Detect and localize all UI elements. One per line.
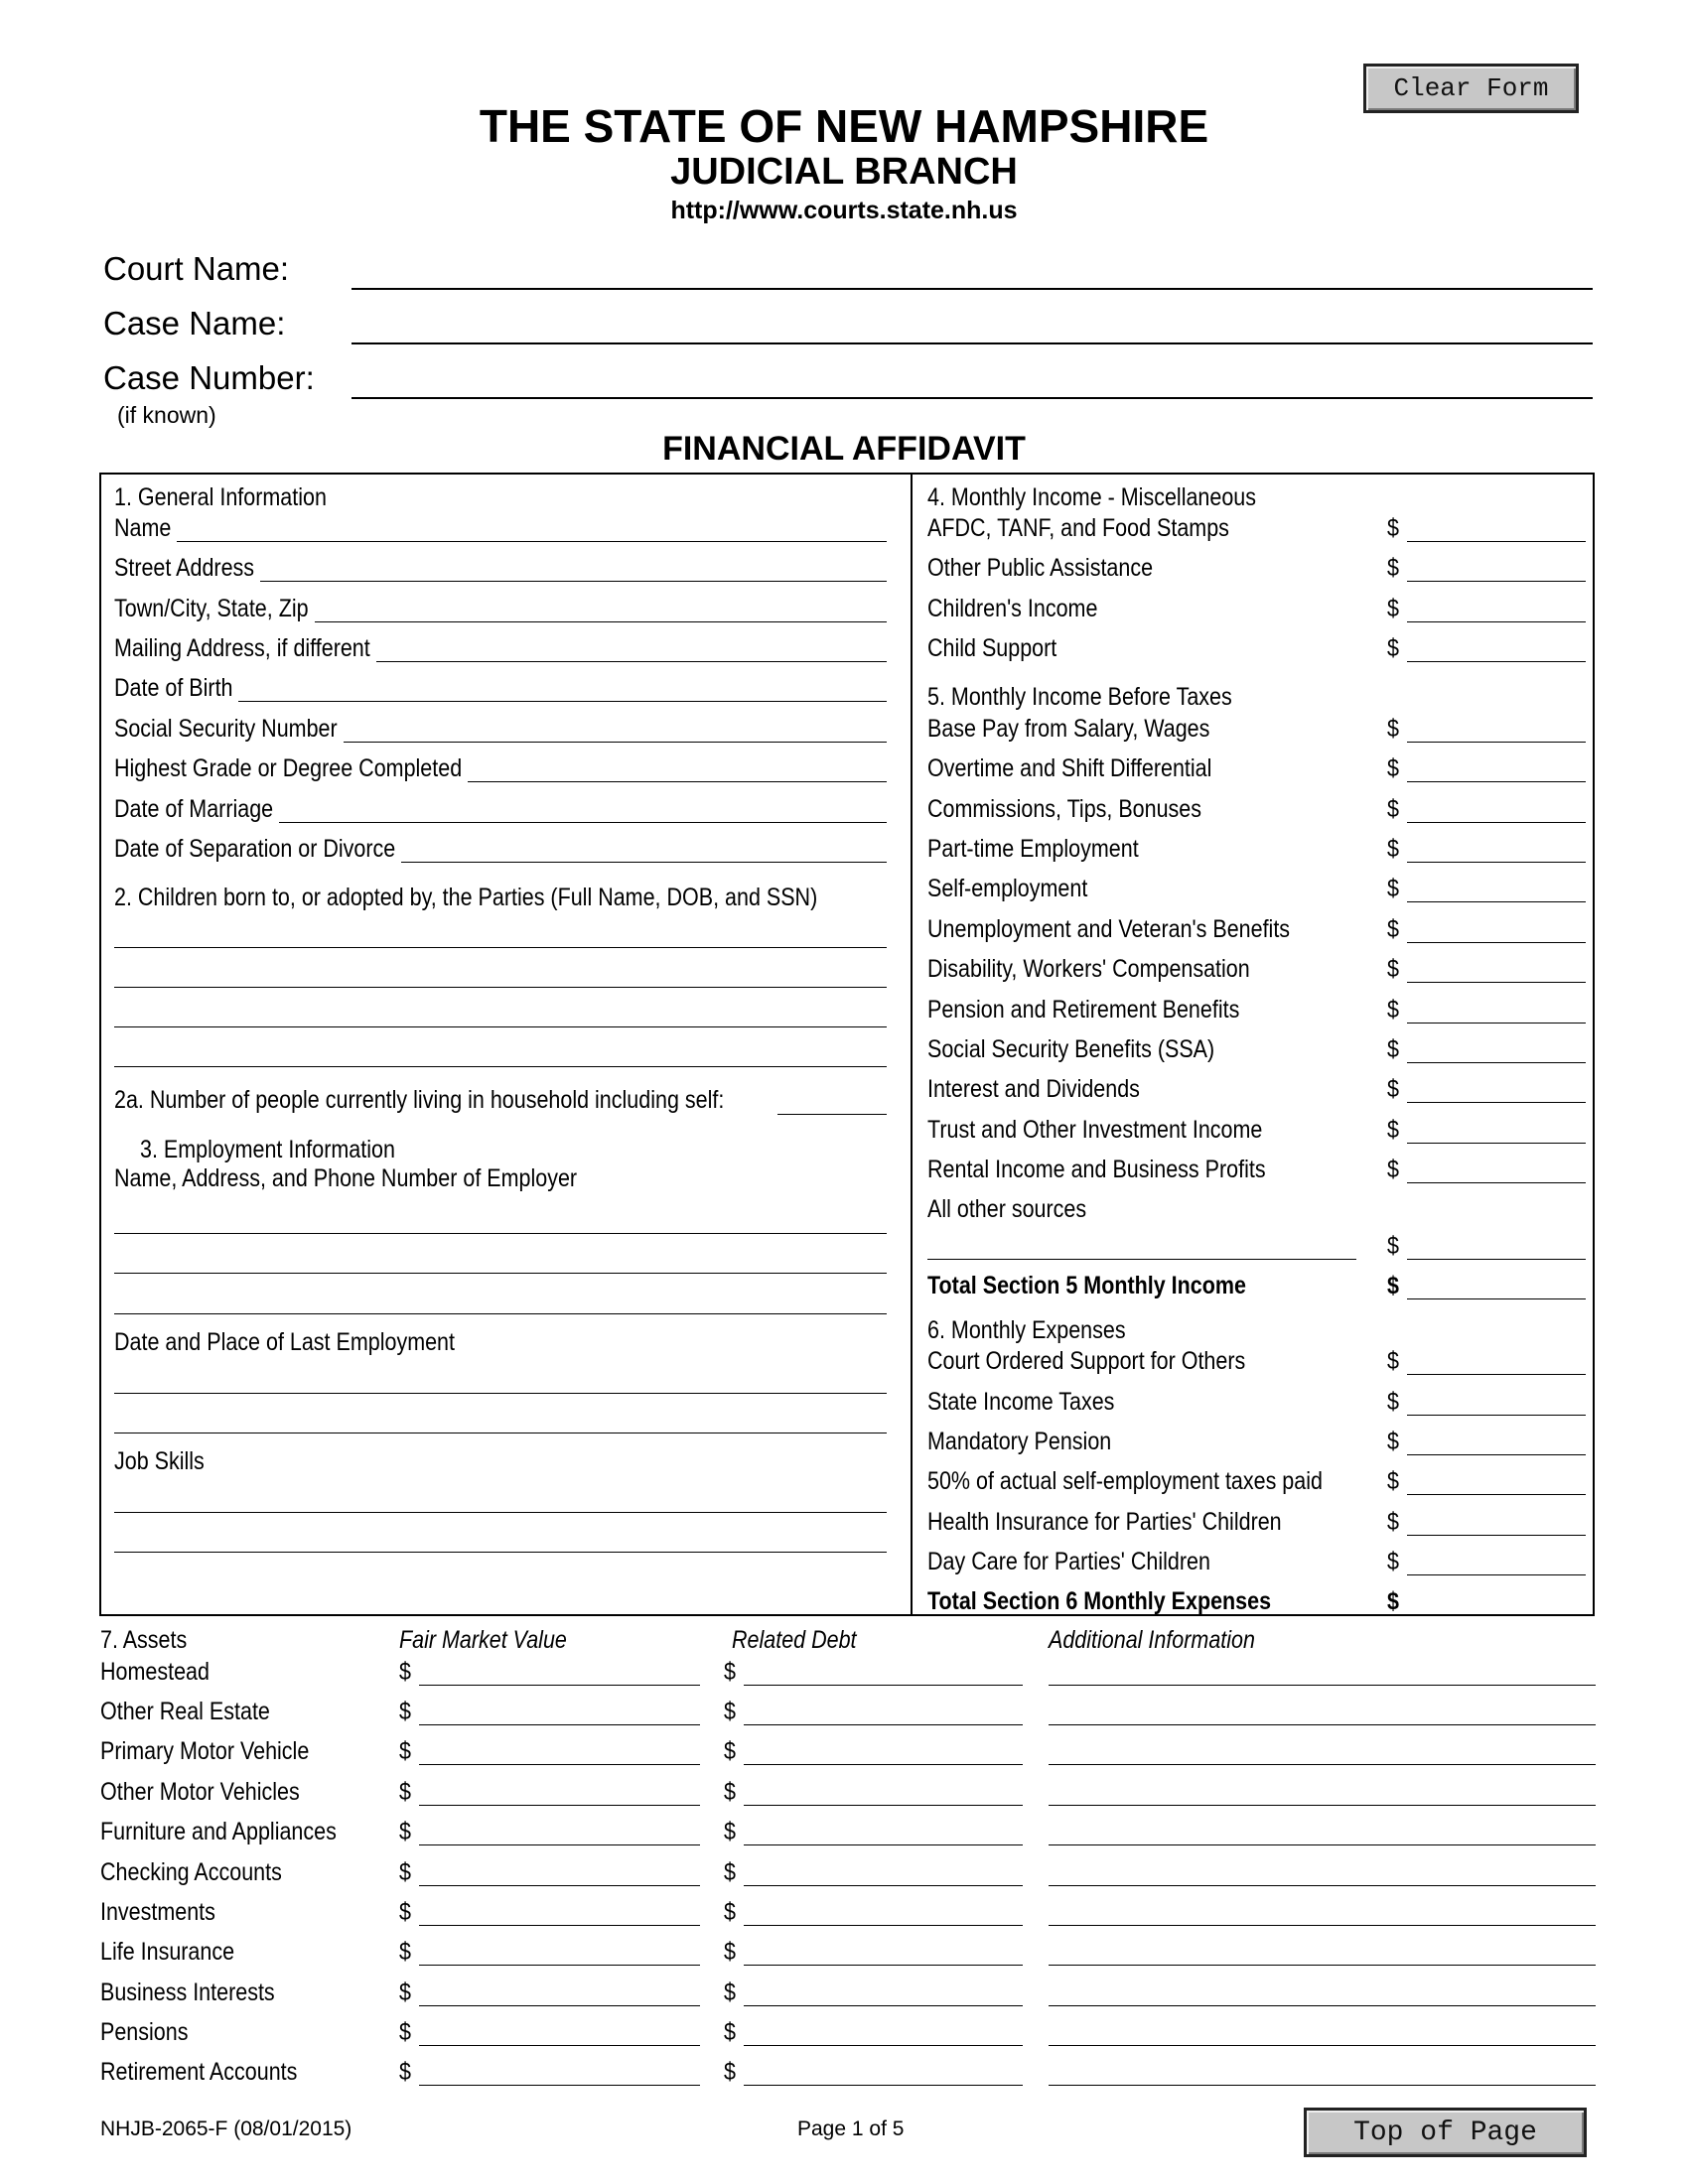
asset-debt-field-other-real-estate[interactable] bbox=[744, 1724, 1023, 1725]
section-3-heading: 3. Employment Information bbox=[140, 1136, 395, 1163]
asset-debt-dollar-retirement-accounts: $ bbox=[724, 2058, 736, 2086]
asset-debt-field-homestead[interactable] bbox=[744, 1685, 1023, 1686]
afdc-tanf-and-food-stamps-amount-field[interactable] bbox=[1407, 541, 1586, 542]
day-care-for-parties-children-amount-field[interactable] bbox=[1407, 1574, 1586, 1575]
section-6-heading: 6. Monthly Expenses bbox=[927, 1316, 1126, 1344]
asset-debt-dollar-checking-accounts: $ bbox=[724, 1858, 736, 1886]
asset-fmv-dollar-other-motor-vehicles: $ bbox=[399, 1778, 411, 1806]
overtime-and-shift-differential-label: Overtime and Shift Differential bbox=[927, 754, 1212, 782]
asset-fmv-dollar-life-insurance: $ bbox=[399, 1938, 411, 1966]
asset-info-field-checking-accounts[interactable] bbox=[1049, 1885, 1596, 1886]
all-other-sources-description-field[interactable] bbox=[927, 1259, 1356, 1260]
commissions-tips-bonuses-amount-field[interactable] bbox=[1407, 822, 1586, 823]
asset-debt-dollar-pensions: $ bbox=[724, 2018, 736, 2046]
case-name-label: Case Name: bbox=[103, 305, 286, 341]
asset-info-field-furniture-and-appliances[interactable] bbox=[1049, 1844, 1596, 1845]
field-label-highest-grade-or-degree-completed: Highest Grade or Degree Completed bbox=[114, 754, 463, 782]
interest-and-dividends-label: Interest and Dividends bbox=[927, 1075, 1140, 1103]
asset-label-checking-accounts: Checking Accounts bbox=[100, 1858, 282, 1886]
mandatory-pension-dollar-sign: $ bbox=[1387, 1428, 1399, 1455]
all-other-sources-label: All other sources bbox=[927, 1195, 1087, 1223]
interest-and-dividends-amount-field[interactable] bbox=[1407, 1102, 1586, 1103]
trust-and-other-investment-income-dollar-sign: $ bbox=[1387, 1116, 1399, 1144]
household-count-field[interactable] bbox=[777, 1114, 887, 1115]
rental-income-and-business-profits-label: Rental Income and Business Profits bbox=[927, 1156, 1266, 1183]
trust-and-other-investment-income-label: Trust and Other Investment Income bbox=[927, 1116, 1263, 1144]
self-employment-amount-field[interactable] bbox=[1407, 901, 1586, 902]
court-name-label: Court Name: bbox=[103, 250, 290, 287]
50-of-actual-self-employment-taxes-paid-label: 50% of actual self-employment taxes paid bbox=[927, 1467, 1323, 1495]
case-number-field[interactable] bbox=[352, 397, 1593, 399]
employer-line-2[interactable] bbox=[114, 1273, 887, 1274]
clear-form-button[interactable]: Clear Form bbox=[1363, 64, 1579, 113]
asset-fmv-dollar-retirement-accounts: $ bbox=[399, 2058, 411, 2086]
asset-fmv-dollar-other-real-estate: $ bbox=[399, 1698, 411, 1725]
asset-info-field-homestead[interactable] bbox=[1049, 1685, 1596, 1686]
asset-fmv-field-primary-motor-vehicle[interactable] bbox=[419, 1764, 700, 1765]
day-care-for-parties-children-label: Day Care for Parties' Children bbox=[927, 1548, 1210, 1575]
day-care-for-parties-children-dollar-sign: $ bbox=[1387, 1548, 1399, 1575]
asset-label-retirement-accounts: Retirement Accounts bbox=[100, 2058, 298, 2086]
field-town-city-state-zip[interactable] bbox=[315, 621, 887, 622]
field-label-town-city-state-zip: Town/City, State, Zip bbox=[114, 595, 309, 622]
if-known-note: (if known) bbox=[117, 402, 216, 428]
asset-debt-field-investments[interactable] bbox=[744, 1925, 1023, 1926]
asset-info-field-retirement-accounts[interactable] bbox=[1049, 2085, 1596, 2086]
asset-debt-field-life-insurance[interactable] bbox=[744, 1965, 1023, 1966]
assets-heading: 7. Assets bbox=[100, 1626, 188, 1654]
court-ordered-support-for-others-amount-field[interactable] bbox=[1407, 1374, 1586, 1375]
court-ordered-support-for-others-label: Court Ordered Support for Others bbox=[927, 1347, 1246, 1375]
field-date-of-separation-or-divorce[interactable] bbox=[401, 862, 887, 863]
top-of-page-button[interactable]: Top of Page bbox=[1304, 2108, 1587, 2157]
unemployment-and-veteran-s-benefits-label: Unemployment and Veteran's Benefits bbox=[927, 915, 1291, 943]
asset-info-field-pensions[interactable] bbox=[1049, 2045, 1596, 2046]
interest-and-dividends-dollar-sign: $ bbox=[1387, 1075, 1399, 1103]
job-skills-line-2[interactable] bbox=[114, 1552, 887, 1553]
disability-workers-compensation-dollar-sign: $ bbox=[1387, 955, 1399, 983]
asset-fmv-field-other-motor-vehicles[interactable] bbox=[419, 1805, 700, 1806]
trust-and-other-investment-income-amount-field[interactable] bbox=[1407, 1143, 1586, 1144]
asset-info-field-life-insurance[interactable] bbox=[1049, 1965, 1596, 1966]
social-security-benefits-ssa-amount-field[interactable] bbox=[1407, 1062, 1586, 1063]
asset-fmv-field-checking-accounts[interactable] bbox=[419, 1885, 700, 1886]
disability-workers-compensation-label: Disability, Workers' Compensation bbox=[927, 955, 1250, 983]
asset-debt-field-furniture-and-appliances[interactable] bbox=[744, 1844, 1023, 1845]
employer-line-3[interactable] bbox=[114, 1313, 887, 1314]
afdc-tanf-and-food-stamps-label: AFDC, TANF, and Food Stamps bbox=[927, 514, 1229, 542]
commissions-tips-bonuses-label: Commissions, Tips, Bonuses bbox=[927, 795, 1202, 823]
children-line-1[interactable] bbox=[114, 947, 887, 948]
other-public-assistance-label: Other Public Assistance bbox=[927, 554, 1154, 582]
overtime-and-shift-differential-amount-field[interactable] bbox=[1407, 781, 1586, 782]
job-skills-label: Job Skills bbox=[114, 1447, 205, 1475]
social-security-benefits-ssa-dollar-sign: $ bbox=[1387, 1035, 1399, 1063]
field-mailing-address-if-different[interactable] bbox=[376, 661, 887, 662]
asset-fmv-dollar-homestead: $ bbox=[399, 1658, 411, 1686]
social-security-benefits-ssa-label: Social Security Benefits (SSA) bbox=[927, 1035, 1215, 1063]
job-skills-line-1[interactable] bbox=[114, 1512, 887, 1513]
case-number-row bbox=[103, 359, 1593, 399]
all-other-sources-dollar-sign: $ bbox=[1387, 1232, 1399, 1260]
asset-debt-dollar-life-insurance: $ bbox=[724, 1938, 736, 1966]
related-debt-header: Related Debt bbox=[732, 1626, 857, 1654]
asset-info-field-other-real-estate[interactable] bbox=[1049, 1724, 1596, 1725]
field-label-date-of-birth: Date of Birth bbox=[114, 674, 233, 702]
state-income-taxes-amount-field[interactable] bbox=[1407, 1415, 1586, 1416]
child-support-amount-field[interactable] bbox=[1407, 661, 1586, 662]
asset-debt-dollar-other-motor-vehicles: $ bbox=[724, 1778, 736, 1806]
children-s-income-dollar-sign: $ bbox=[1387, 595, 1399, 622]
total-section-6-amount-field[interactable] bbox=[1407, 1614, 1586, 1615]
field-label-social-security-number: Social Security Number bbox=[114, 715, 338, 743]
employer-info-label: Name, Address, and Phone Number of Employer bbox=[114, 1164, 578, 1192]
section-1-heading: 1. General Information bbox=[114, 483, 327, 511]
asset-debt-dollar-investments: $ bbox=[724, 1898, 736, 1926]
court-url: http://www.courts.state.nh.us bbox=[670, 197, 1018, 224]
field-name[interactable] bbox=[177, 541, 887, 542]
children-s-income-amount-field[interactable] bbox=[1407, 621, 1586, 622]
asset-fmv-field-other-real-estate[interactable] bbox=[419, 1724, 700, 1725]
asset-fmv-dollar-furniture-and-appliances: $ bbox=[399, 1818, 411, 1845]
asset-info-field-investments[interactable] bbox=[1049, 1925, 1596, 1926]
asset-label-homestead: Homestead bbox=[100, 1658, 210, 1686]
asset-label-other-motor-vehicles: Other Motor Vehicles bbox=[100, 1778, 300, 1806]
case-name-field[interactable] bbox=[352, 342, 1593, 344]
field-street-address[interactable] bbox=[260, 581, 887, 582]
base-pay-from-salary-wages-dollar-sign: $ bbox=[1387, 715, 1399, 743]
mandatory-pension-amount-field[interactable] bbox=[1407, 1454, 1586, 1455]
last-employment-label: Date and Place of Last Employment bbox=[114, 1328, 455, 1356]
part-time-employment-dollar-sign: $ bbox=[1387, 835, 1399, 863]
child-support-label: Child Support bbox=[927, 634, 1057, 662]
asset-label-life-insurance: Life Insurance bbox=[100, 1938, 235, 1966]
50-of-actual-self-employment-taxes-paid-dollar-sign: $ bbox=[1387, 1467, 1399, 1495]
children-s-income-label: Children's Income bbox=[927, 595, 1098, 622]
self-employment-dollar-sign: $ bbox=[1387, 875, 1399, 902]
state-title: THE STATE OF NEW HAMPSHIRE bbox=[479, 100, 1209, 152]
asset-label-investments: Investments bbox=[100, 1898, 215, 1926]
asset-fmv-dollar-checking-accounts: $ bbox=[399, 1858, 411, 1886]
total-section-5-dollar-sign: $ bbox=[1387, 1272, 1399, 1299]
field-date-of-birth[interactable] bbox=[238, 701, 887, 702]
field-social-security-number[interactable] bbox=[344, 742, 887, 743]
page-number: Page 1 of 5 bbox=[797, 2117, 905, 2140]
asset-fmv-field-homestead[interactable] bbox=[419, 1685, 700, 1686]
field-label-name: Name bbox=[114, 514, 172, 542]
asset-debt-dollar-business-interests: $ bbox=[724, 1979, 736, 2006]
health-insurance-for-parties-children-dollar-sign: $ bbox=[1387, 1508, 1399, 1536]
self-employment-label: Self-employment bbox=[927, 875, 1088, 902]
asset-fmv-field-business-interests[interactable] bbox=[419, 2005, 700, 2006]
asset-debt-dollar-homestead: $ bbox=[724, 1658, 736, 1686]
fair-market-value-header: Fair Market Value bbox=[399, 1626, 567, 1654]
other-public-assistance-dollar-sign: $ bbox=[1387, 554, 1399, 582]
all-other-sources-amount-field[interactable] bbox=[1407, 1259, 1586, 1260]
field-highest-grade-or-degree-completed[interactable] bbox=[468, 781, 887, 782]
asset-info-field-business-interests[interactable] bbox=[1049, 2005, 1596, 2006]
asset-fmv-dollar-investments: $ bbox=[399, 1898, 411, 1926]
asset-info-field-other-motor-vehicles[interactable] bbox=[1049, 1805, 1596, 1806]
field-label-mailing-address-if-different: Mailing Address, if different bbox=[114, 634, 370, 662]
field-label-street-address: Street Address bbox=[114, 554, 255, 582]
asset-fmv-field-furniture-and-appliances[interactable] bbox=[419, 1844, 700, 1845]
rental-income-and-business-profits-amount-field[interactable] bbox=[1407, 1182, 1586, 1183]
unemployment-and-veteran-s-benefits-amount-field[interactable] bbox=[1407, 942, 1586, 943]
children-line-4[interactable] bbox=[114, 1066, 887, 1067]
court-ordered-support-for-others-dollar-sign: $ bbox=[1387, 1347, 1399, 1375]
child-support-dollar-sign: $ bbox=[1387, 634, 1399, 662]
total-section-5-label: Total Section 5 Monthly Income bbox=[927, 1272, 1246, 1299]
total-section-6-dollar-sign: $ bbox=[1387, 1587, 1399, 1615]
rental-income-and-business-profits-dollar-sign: $ bbox=[1387, 1156, 1399, 1183]
asset-debt-field-retirement-accounts[interactable] bbox=[744, 2085, 1023, 2086]
column-divider bbox=[911, 473, 913, 1616]
asset-label-furniture-and-appliances: Furniture and Appliances bbox=[100, 1818, 337, 1845]
court-name-field[interactable] bbox=[352, 288, 1593, 290]
children-line-2[interactable] bbox=[114, 987, 887, 988]
pension-and-retirement-benefits-dollar-sign: $ bbox=[1387, 996, 1399, 1024]
asset-debt-dollar-primary-motor-vehicle: $ bbox=[724, 1737, 736, 1765]
employer-line-1[interactable] bbox=[114, 1233, 887, 1234]
children-line-3[interactable] bbox=[114, 1026, 887, 1027]
asset-debt-dollar-furniture-and-appliances: $ bbox=[724, 1818, 736, 1845]
asset-debt-field-other-motor-vehicles[interactable] bbox=[744, 1805, 1023, 1806]
field-date-of-marriage[interactable] bbox=[279, 822, 887, 823]
section-5-heading: 5. Monthly Income Before Taxes bbox=[927, 683, 1232, 711]
50-of-actual-self-employment-taxes-paid-amount-field[interactable] bbox=[1407, 1494, 1586, 1495]
state-income-taxes-label: State Income Taxes bbox=[927, 1388, 1115, 1416]
part-time-employment-amount-field[interactable] bbox=[1407, 862, 1586, 863]
asset-info-field-primary-motor-vehicle[interactable] bbox=[1049, 1764, 1596, 1765]
asset-debt-field-primary-motor-vehicle[interactable] bbox=[744, 1764, 1023, 1765]
health-insurance-for-parties-children-label: Health Insurance for Parties' Children bbox=[927, 1508, 1282, 1536]
part-time-employment-label: Part-time Employment bbox=[927, 835, 1139, 863]
asset-label-business-interests: Business Interests bbox=[100, 1979, 275, 2006]
state-income-taxes-dollar-sign: $ bbox=[1387, 1388, 1399, 1416]
branch-title: JUDICIAL BRANCH bbox=[670, 151, 1018, 193]
asset-debt-field-business-interests[interactable] bbox=[744, 2005, 1023, 2006]
commissions-tips-bonuses-dollar-sign: $ bbox=[1387, 795, 1399, 823]
asset-fmv-field-investments[interactable] bbox=[419, 1925, 700, 1926]
asset-label-pensions: Pensions bbox=[100, 2018, 189, 2046]
base-pay-from-salary-wages-label: Base Pay from Salary, Wages bbox=[927, 715, 1210, 743]
asset-fmv-field-pensions[interactable] bbox=[419, 2045, 700, 2046]
health-insurance-for-parties-children-amount-field[interactable] bbox=[1407, 1535, 1586, 1536]
asset-fmv-field-life-insurance[interactable] bbox=[419, 1965, 700, 1966]
base-pay-from-salary-wages-amount-field[interactable] bbox=[1407, 742, 1586, 743]
asset-debt-dollar-other-real-estate: $ bbox=[724, 1698, 736, 1725]
total-section-6-label: Total Section 6 Monthly Expenses bbox=[927, 1587, 1272, 1615]
other-public-assistance-amount-field[interactable] bbox=[1407, 581, 1586, 582]
asset-debt-field-checking-accounts[interactable] bbox=[744, 1885, 1023, 1886]
case-name-row bbox=[103, 305, 1593, 344]
asset-label-primary-motor-vehicle: Primary Motor Vehicle bbox=[100, 1737, 310, 1765]
field-label-date-of-separation-or-divorce: Date of Separation or Divorce bbox=[114, 835, 396, 863]
asset-fmv-dollar-business-interests: $ bbox=[399, 1979, 411, 2006]
section-2-heading: 2. Children born to, or adopted by, the Parties (Full Name, DOB, and SSN) bbox=[114, 884, 818, 911]
asset-fmv-dollar-pensions: $ bbox=[399, 2018, 411, 2046]
afdc-tanf-and-food-stamps-dollar-sign: $ bbox=[1387, 514, 1399, 542]
household-count-label: 2a. Number of people currently living in household including self: bbox=[114, 1086, 725, 1114]
asset-debt-field-pensions[interactable] bbox=[744, 2045, 1023, 2046]
case-number-label: Case Number: bbox=[103, 359, 315, 396]
mandatory-pension-label: Mandatory Pension bbox=[927, 1428, 1112, 1455]
total-section-5-amount-field[interactable] bbox=[1407, 1298, 1586, 1299]
pension-and-retirement-benefits-label: Pension and Retirement Benefits bbox=[927, 996, 1240, 1024]
section-4-heading: 4. Monthly Income - Miscellaneous bbox=[927, 483, 1257, 511]
last-employment-line-1[interactable] bbox=[114, 1393, 887, 1394]
field-label-date-of-marriage: Date of Marriage bbox=[114, 795, 274, 823]
unemployment-and-veteran-s-benefits-dollar-sign: $ bbox=[1387, 915, 1399, 943]
asset-label-other-real-estate: Other Real Estate bbox=[100, 1698, 270, 1725]
additional-information-header: Additional Information bbox=[1049, 1626, 1255, 1654]
disability-workers-compensation-amount-field[interactable] bbox=[1407, 982, 1586, 983]
form-title: FINANCIAL AFFIDAVIT bbox=[662, 430, 1026, 468]
form-id: NHJB-2065-F (08/01/2015) bbox=[100, 2117, 352, 2140]
asset-fmv-dollar-primary-motor-vehicle: $ bbox=[399, 1737, 411, 1765]
asset-fmv-field-retirement-accounts[interactable] bbox=[419, 2085, 700, 2086]
court-name-row bbox=[103, 250, 1593, 290]
pension-and-retirement-benefits-amount-field[interactable] bbox=[1407, 1023, 1586, 1024]
overtime-and-shift-differential-dollar-sign: $ bbox=[1387, 754, 1399, 782]
